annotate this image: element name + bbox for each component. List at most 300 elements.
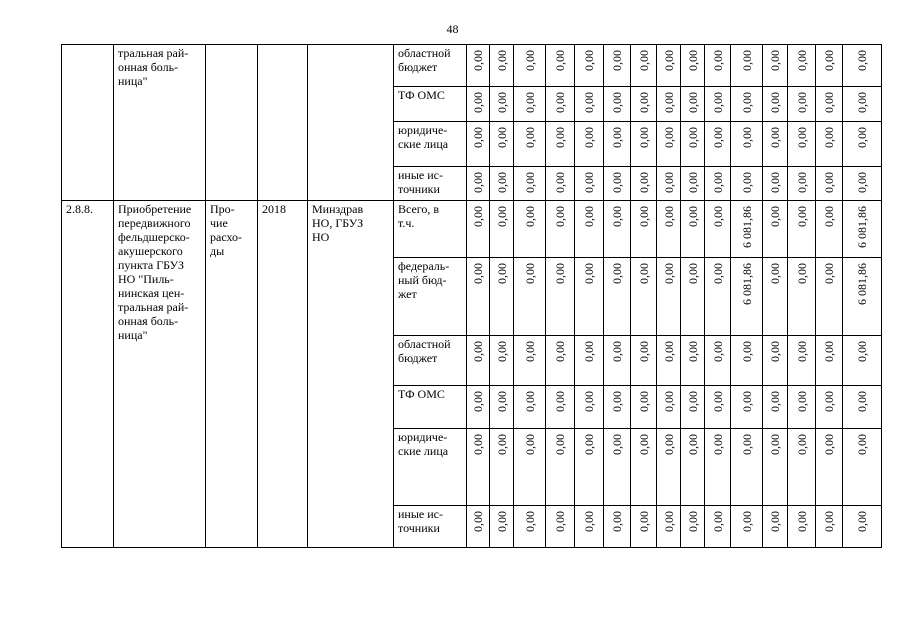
amount-value: 0,00 <box>661 127 676 148</box>
amount-value: 6 081,86 <box>855 206 869 248</box>
amount-value: 0,00 <box>739 50 754 71</box>
amount-cell <box>546 45 575 87</box>
amount-value: 0,00 <box>822 263 836 284</box>
amount-cell <box>788 201 816 258</box>
amount-cell <box>546 336 575 386</box>
amount-value: 0,00 <box>522 391 537 412</box>
funding-source: областной бюджет <box>394 336 467 386</box>
amount-cell <box>705 45 731 87</box>
amount-cell <box>575 336 604 386</box>
amount-cell <box>514 122 546 167</box>
amount-value: 0,00 <box>636 341 651 362</box>
amount-value: 0,00 <box>822 172 836 193</box>
amount-value: 0,00 <box>494 92 509 113</box>
amount-cell <box>490 167 514 201</box>
amount-cell <box>788 386 816 429</box>
amount-value: 0,00 <box>739 92 754 113</box>
amount-cell <box>657 45 681 87</box>
amount-value: 0,00 <box>739 172 754 193</box>
amount-cell <box>657 258 681 336</box>
funding-source: областной бюджет <box>394 45 467 87</box>
amount-cell <box>546 122 575 167</box>
amount-value: 0,00 <box>522 172 537 193</box>
amount-cell <box>467 506 490 548</box>
amount-value: 0,00 <box>582 341 596 362</box>
amount-value: 0,00 <box>685 50 700 71</box>
amount-value: 0,00 <box>471 434 485 455</box>
amount-cell <box>843 506 882 548</box>
amount-value: 0,00 <box>610 92 624 113</box>
amount-value: 0,00 <box>471 511 485 532</box>
amount-value: 0,00 <box>610 263 624 284</box>
amount-cell <box>514 386 546 429</box>
amount-value: 0,00 <box>710 92 725 113</box>
amount-value: 0,00 <box>553 511 567 532</box>
amount-value: 0,00 <box>582 92 596 113</box>
amount-cell <box>467 122 490 167</box>
amount-value: 0,00 <box>855 511 869 532</box>
amount-value: 0,00 <box>636 172 651 193</box>
amount-cell <box>546 167 575 201</box>
amount-cell <box>604 336 631 386</box>
amount-cell <box>843 429 882 506</box>
amount-value: 0,00 <box>794 206 809 227</box>
amount-value: 0,00 <box>610 127 624 148</box>
amount-value: 0,00 <box>494 50 509 71</box>
amount-value: 0,00 <box>855 391 869 412</box>
amount-cell <box>467 87 490 122</box>
amount-value: 0,00 <box>768 341 782 362</box>
amount-value: 0,00 <box>494 511 509 532</box>
amount-cell <box>604 258 631 336</box>
amount-value: 0,00 <box>768 263 782 284</box>
amount-value: 0,00 <box>636 50 651 71</box>
amount-cell <box>788 506 816 548</box>
amount-cell <box>657 167 681 201</box>
amount-cell <box>816 45 843 87</box>
amount-cell <box>816 122 843 167</box>
amount-cell <box>731 87 763 122</box>
amount-cell <box>514 45 546 87</box>
amount-cell <box>467 258 490 336</box>
amount-value: 0,00 <box>522 92 537 113</box>
amount-cell <box>490 386 514 429</box>
amount-cell <box>546 506 575 548</box>
amount-value: 0,00 <box>610 341 624 362</box>
amount-cell <box>467 429 490 506</box>
amount-value: 0,00 <box>822 434 836 455</box>
amount-cell <box>731 45 763 87</box>
amount-cell <box>788 167 816 201</box>
amount-cell <box>731 506 763 548</box>
amount-value: 0,00 <box>739 391 754 412</box>
amount-cell <box>490 429 514 506</box>
amount-cell <box>490 201 514 258</box>
amount-cell <box>514 336 546 386</box>
amount-value: 0,00 <box>855 434 869 455</box>
amount-cell <box>816 87 843 122</box>
amount-value: 0,00 <box>522 341 537 362</box>
amount-cell <box>816 201 843 258</box>
amount-cell <box>490 506 514 548</box>
amount-value: 0,00 <box>471 172 485 193</box>
amount-cell <box>681 87 705 122</box>
amount-cell <box>843 258 882 336</box>
amount-value: 0,00 <box>494 391 509 412</box>
page-number: 48 <box>446 22 459 36</box>
amount-value: 0,00 <box>494 206 509 227</box>
amount-value: 0,00 <box>636 263 651 284</box>
amount-cell <box>631 429 657 506</box>
amount-value: 0,00 <box>636 206 651 227</box>
amount-value: 0,00 <box>710 511 725 532</box>
amount-cell <box>705 122 731 167</box>
amount-value: 0,00 <box>522 50 537 71</box>
amount-value: 0,00 <box>471 50 485 71</box>
amount-cell <box>681 386 705 429</box>
amount-value: 0,00 <box>636 511 651 532</box>
amount-value: 0,00 <box>739 341 754 362</box>
amount-value: 0,00 <box>553 92 567 113</box>
amount-value: 0,00 <box>636 92 651 113</box>
amount-value: 0,00 <box>855 50 869 71</box>
amount-cell <box>657 336 681 386</box>
amount-cell <box>763 167 788 201</box>
item-name: Приобретение передвижного фельдшерско- акушерского пункта ГБУЗ НО "Пиль- нинская цен- тральная рай- онная боль- ница" <box>114 201 206 548</box>
funding-source: иные ис- точники <box>394 506 467 548</box>
amount-value: 0,00 <box>794 50 809 71</box>
amount-value: 0,00 <box>494 434 509 455</box>
amount-cell <box>575 506 604 548</box>
amount-cell <box>763 506 788 548</box>
amount-cell <box>681 167 705 201</box>
table-row <box>62 201 882 258</box>
amount-value: 0,00 <box>710 206 725 227</box>
amount-value: 0,00 <box>471 263 485 284</box>
amount-value: 0,00 <box>610 172 624 193</box>
amount-value: 0,00 <box>710 391 725 412</box>
amount-cell <box>546 429 575 506</box>
amount-value: 0,00 <box>661 391 676 412</box>
amount-cell <box>843 336 882 386</box>
amount-value: 0,00 <box>768 50 782 71</box>
amount-cell <box>514 201 546 258</box>
table-row <box>62 45 882 87</box>
amount-value: 0,00 <box>794 434 809 455</box>
amount-value: 0,00 <box>685 206 700 227</box>
amount-value: 0,00 <box>582 263 596 284</box>
amount-cell <box>843 167 882 201</box>
amount-value: 0,00 <box>794 511 809 532</box>
amount-value: 0,00 <box>494 172 509 193</box>
amount-value: 0,00 <box>794 92 809 113</box>
amount-value: 0,00 <box>582 511 596 532</box>
amount-cell <box>490 122 514 167</box>
amount-cell <box>546 258 575 336</box>
amount-cell <box>514 429 546 506</box>
amount-cell <box>843 386 882 429</box>
amount-cell <box>631 45 657 87</box>
amount-value: 0,00 <box>685 511 700 532</box>
amount-cell <box>490 45 514 87</box>
amount-cell <box>816 429 843 506</box>
amount-value: 0,00 <box>553 434 567 455</box>
amount-cell <box>490 336 514 386</box>
amount-value: 0,00 <box>471 341 485 362</box>
amount-value: 0,00 <box>661 511 676 532</box>
amount-cell <box>604 386 631 429</box>
amount-value: 0,00 <box>553 172 567 193</box>
amount-value: 0,00 <box>522 434 537 455</box>
amount-cell <box>575 122 604 167</box>
amount-cell <box>705 201 731 258</box>
amount-cell <box>705 429 731 506</box>
year: 2018 <box>258 201 308 548</box>
amount-value: 6 081,86 <box>739 206 754 248</box>
amount-value: 0,00 <box>494 127 509 148</box>
amount-value: 0,00 <box>553 206 567 227</box>
amount-cell <box>681 336 705 386</box>
amount-value: 0,00 <box>739 127 754 148</box>
amount-value: 0,00 <box>553 263 567 284</box>
amount-value: 0,00 <box>855 341 869 362</box>
amount-cell <box>681 45 705 87</box>
amount-value: 0,00 <box>822 127 836 148</box>
amount-cell <box>763 258 788 336</box>
amount-value: 0,00 <box>768 391 782 412</box>
amount-cell <box>705 258 731 336</box>
amount-value: 0,00 <box>794 127 809 148</box>
amount-cell <box>575 87 604 122</box>
amount-cell <box>705 87 731 122</box>
amount-cell <box>490 258 514 336</box>
amount-value: 0,00 <box>582 127 596 148</box>
amount-value: 0,00 <box>582 172 596 193</box>
amount-cell <box>631 201 657 258</box>
budget-table <box>61 44 882 548</box>
amount-value: 0,00 <box>768 511 782 532</box>
amount-cell <box>843 201 882 258</box>
amount-cell <box>631 122 657 167</box>
amount-cell <box>816 258 843 336</box>
amount-value: 0,00 <box>685 127 700 148</box>
amount-cell <box>631 336 657 386</box>
amount-value: 6 081,86 <box>855 263 869 305</box>
amount-cell <box>546 201 575 258</box>
funding-source: ТФ ОМС <box>394 386 467 429</box>
amount-value: 0,00 <box>685 263 700 284</box>
amount-cell <box>467 386 490 429</box>
amount-cell <box>763 122 788 167</box>
amount-value: 0,00 <box>610 511 624 532</box>
funding-source: юридиче- ские лица <box>394 122 467 167</box>
amount-cell <box>681 122 705 167</box>
amount-cell <box>816 506 843 548</box>
amount-cell <box>788 87 816 122</box>
amount-cell <box>631 87 657 122</box>
amount-value: 0,00 <box>768 127 782 148</box>
amount-value: 0,00 <box>768 172 782 193</box>
amount-value: 0,00 <box>661 434 676 455</box>
amount-cell <box>788 429 816 506</box>
funding-source: федераль- ный бюд- жет <box>394 258 467 336</box>
amount-value: 0,00 <box>522 511 537 532</box>
amount-value: 0,00 <box>710 263 725 284</box>
amount-cell <box>788 258 816 336</box>
amount-cell <box>546 386 575 429</box>
amount-cell <box>657 506 681 548</box>
amount-cell <box>657 386 681 429</box>
amount-cell <box>788 45 816 87</box>
amount-cell <box>657 429 681 506</box>
amount-value: 0,00 <box>494 263 509 284</box>
amount-value: 0,00 <box>553 341 567 362</box>
amount-cell <box>763 429 788 506</box>
amount-value: 0,00 <box>471 92 485 113</box>
amount-value: 0,00 <box>855 172 869 193</box>
funding-source: ТФ ОМС <box>394 87 467 122</box>
amount-value: 0,00 <box>522 263 537 284</box>
amount-cell <box>575 386 604 429</box>
expense-type: Про- чие расхо- ды <box>206 201 258 548</box>
amount-cell <box>604 87 631 122</box>
amount-value: 0,00 <box>794 263 809 284</box>
amount-value: 0,00 <box>553 50 567 71</box>
amount-cell <box>763 87 788 122</box>
amount-cell <box>731 201 763 258</box>
amount-value: 0,00 <box>794 341 809 362</box>
amount-value: 0,00 <box>553 127 567 148</box>
amount-cell <box>681 429 705 506</box>
amount-cell <box>788 336 816 386</box>
amount-cell <box>604 45 631 87</box>
amount-value: 0,00 <box>582 206 596 227</box>
item-number: 2.8.8. <box>62 201 114 548</box>
amount-cell <box>731 122 763 167</box>
amount-value: 0,00 <box>661 92 676 113</box>
amount-value: 0,00 <box>685 341 700 362</box>
amount-value: 0,00 <box>582 50 596 71</box>
amount-cell <box>604 201 631 258</box>
amount-value: 0,00 <box>610 434 624 455</box>
amount-value: 0,00 <box>494 341 509 362</box>
amount-value: 0,00 <box>768 434 782 455</box>
amount-value: 0,00 <box>822 511 836 532</box>
amount-cell <box>763 336 788 386</box>
amount-cell <box>816 167 843 201</box>
amount-value: 0,00 <box>471 206 485 227</box>
amount-value: 0,00 <box>710 434 725 455</box>
amount-value: 0,00 <box>471 127 485 148</box>
amount-cell <box>604 122 631 167</box>
amount-cell <box>604 506 631 548</box>
amount-cell <box>681 506 705 548</box>
amount-value: 0,00 <box>685 92 700 113</box>
amount-value: 0,00 <box>710 341 725 362</box>
amount-cell <box>816 336 843 386</box>
amount-cell <box>514 167 546 201</box>
amount-cell <box>546 87 575 122</box>
amount-cell <box>490 87 514 122</box>
amount-cell <box>731 336 763 386</box>
amount-cell <box>843 87 882 122</box>
amount-value: 0,00 <box>768 92 782 113</box>
amount-value: 0,00 <box>661 50 676 71</box>
amount-cell <box>705 506 731 548</box>
amount-cell <box>705 386 731 429</box>
amount-value: 0,00 <box>822 341 836 362</box>
amount-cell <box>788 122 816 167</box>
amount-value: 0,00 <box>768 206 782 227</box>
amount-value: 0,00 <box>582 391 596 412</box>
amount-value: 0,00 <box>685 391 700 412</box>
amount-value: 0,00 <box>636 434 651 455</box>
amount-cell <box>467 336 490 386</box>
amount-cell <box>705 336 731 386</box>
empty-cell <box>308 45 394 201</box>
amount-value: 0,00 <box>522 127 537 148</box>
amount-cell <box>575 258 604 336</box>
amount-cell <box>816 386 843 429</box>
amount-value: 0,00 <box>822 391 836 412</box>
item-name: тральная рай- онная боль- ница" <box>114 45 206 201</box>
amount-value: 0,00 <box>855 92 869 113</box>
amount-value: 0,00 <box>710 50 725 71</box>
amount-cell <box>467 201 490 258</box>
empty-cell <box>206 45 258 201</box>
amount-value: 0,00 <box>636 127 651 148</box>
amount-cell <box>705 167 731 201</box>
amount-value: 0,00 <box>661 341 676 362</box>
amount-cell <box>731 258 763 336</box>
amount-value: 0,00 <box>685 172 700 193</box>
amount-value: 0,00 <box>822 50 836 71</box>
amount-cell <box>731 429 763 506</box>
amount-cell <box>763 386 788 429</box>
amount-cell <box>657 201 681 258</box>
amount-cell <box>575 45 604 87</box>
amount-cell <box>467 45 490 87</box>
amount-cell <box>514 506 546 548</box>
amount-value: 0,00 <box>661 206 676 227</box>
amount-cell <box>681 201 705 258</box>
amount-value: 0,00 <box>661 172 676 193</box>
amount-value: 0,00 <box>582 434 596 455</box>
amount-cell <box>843 122 882 167</box>
funding-source: иные ис- точники <box>394 167 467 201</box>
executor: Минздрав НО, ГБУЗ НО <box>308 201 394 548</box>
amount-cell <box>514 258 546 336</box>
amount-cell <box>575 429 604 506</box>
amount-value: 0,00 <box>685 434 700 455</box>
amount-cell <box>631 386 657 429</box>
amount-value: 0,00 <box>710 172 725 193</box>
amount-cell <box>575 167 604 201</box>
amount-value: 0,00 <box>710 127 725 148</box>
amount-value: 6 081,86 <box>739 263 754 305</box>
amount-value: 0,00 <box>610 206 624 227</box>
amount-cell <box>631 258 657 336</box>
amount-cell <box>631 167 657 201</box>
amount-value: 0,00 <box>822 206 836 227</box>
amount-value: 0,00 <box>794 391 809 412</box>
amount-value: 0,00 <box>855 127 869 148</box>
amount-value: 0,00 <box>794 172 809 193</box>
amount-cell <box>467 167 490 201</box>
amount-value: 0,00 <box>739 511 754 532</box>
amount-value: 0,00 <box>553 391 567 412</box>
amount-cell <box>763 201 788 258</box>
